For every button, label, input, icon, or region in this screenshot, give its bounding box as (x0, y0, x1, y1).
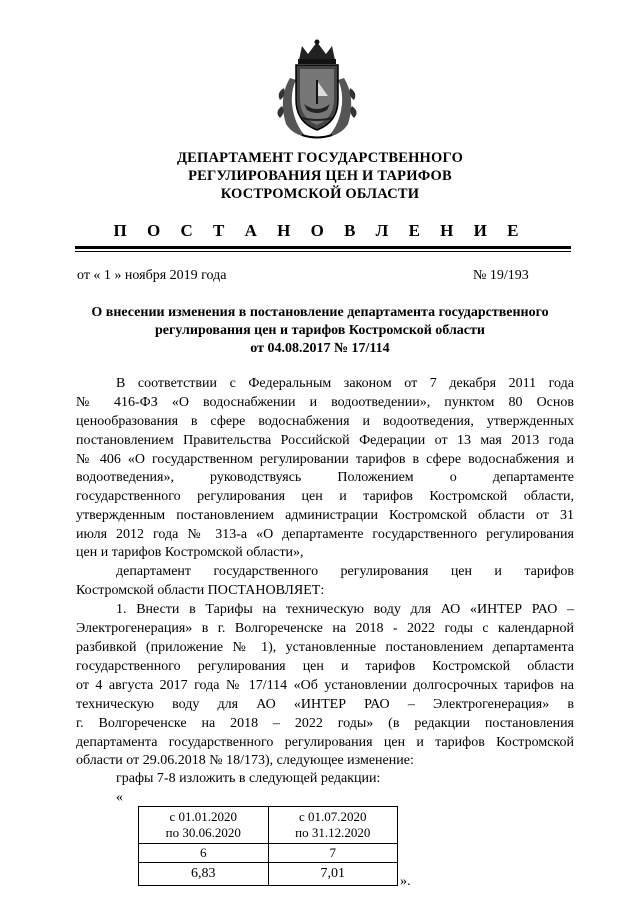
coat-of-arms-icon (272, 38, 362, 140)
period-end: по 31.12.2020 (295, 825, 371, 840)
table-header-row (139, 807, 398, 844)
department-name-line-2: РЕГУЛИРОВАНИЯ ЦЕН И ТАРИФОВ (188, 168, 452, 184)
body-line: В соответствии с Федеральным законом от 7 декабря 2011 года (116, 376, 574, 391)
table-value-row (139, 863, 398, 886)
table-cell: 6 (139, 844, 269, 863)
body-line: цен и тарифов Костромской области», (76, 545, 304, 560)
body-line: от 4 августа 2017 года № 17/114 «Об установлении долгосрочных тарифов на (76, 678, 574, 693)
period-start: с 01.07.2020 (298, 809, 367, 824)
table-close-quote: ». (400, 874, 411, 889)
department-name-line-1: ДЕПАРТАМЕНТ ГОСУДАРСТВЕННОГО (176, 150, 464, 166)
body-line: водоотведения», руководствуясь Положением о департаменте (76, 470, 574, 485)
body-line: Костромской области ПОСТАНОВЛЯЕТ: (76, 583, 325, 598)
body-line: техническую воду для АО «ИНТЕР РАО – Электрогенерация» в (76, 697, 574, 712)
subject-line-2: регулирования цен и тарифов Костромской области (155, 323, 485, 338)
department-name-line-3: КОСТРОМСКОЙ ОБЛАСТИ (220, 186, 420, 202)
body-line: г. Волгореченске на 2018 – 2022 годы» (в редакции постановления (76, 716, 574, 731)
body-line: ценообразования в сфере водоснабжения и водоотведения, утвержденных (76, 414, 574, 429)
table-open-quote: « (116, 790, 123, 805)
table-cell: 7,01 (268, 863, 398, 886)
body-line: утвержденным постановлением администрации Костромской области от 31 (76, 508, 574, 523)
period-end: по 30.06.2020 (165, 825, 241, 840)
table-header-cell (139, 807, 269, 844)
body-line: постановлением Правительства Российской Федерации от 13 мая 2013 года (76, 433, 574, 448)
body-line: графы 7-8 изложить в следующей редакции: (116, 771, 381, 786)
body-line: Электрогенерация» в г. Волгореченске на 2018 - 2022 годы с календарной (76, 621, 574, 636)
body-line: июля 2012 года № 313-а «О департаменте государственного регулирования (76, 527, 574, 542)
body-line: области от 29.06.2018 № 18/173), следующее изменение: (76, 753, 414, 768)
document-number: № 19/193 (473, 268, 529, 283)
body-line: № 406 «О государственном регулировании тарифов в сфере водоснабжения и (76, 452, 574, 467)
body-line: № 416-ФЗ «О водоснабжении и водоотведении», пунктом 80 Основ (76, 395, 574, 410)
body-line: государственного регулирования цен и тарифов Костромской области (76, 659, 574, 674)
table-cell: 7 (268, 844, 398, 863)
document-date: от « 1 » ноября 2019 года (77, 268, 227, 283)
table-cell: 6,83 (139, 863, 269, 886)
body-line: разбивкой (приложение № 1), установленные постановлением департамента (76, 640, 574, 655)
body-line: департамента государственного регулирования цен и тарифов Костромской (76, 735, 574, 750)
header-rule-thin (75, 251, 571, 252)
table-column-number-row (139, 844, 398, 863)
header-rule-thick (75, 246, 571, 249)
document-type-title: П О С Т А Н О В Л Е Н И Е (113, 221, 527, 240)
body-line: государственного регулирования цен и тарифов Костромской области, (76, 489, 574, 504)
body-line: департамент государственного регулирования цен и тарифов (116, 564, 574, 579)
period-start: с 01.01.2020 (169, 809, 238, 824)
body-line: 1. Внести в Тарифы на техническую воду для АО «ИНТЕР РАО – (116, 602, 574, 617)
subject-line-1: О внесении изменения в постановление департамента государственного (91, 305, 549, 320)
table-header-cell (268, 807, 398, 844)
tariff-table (138, 806, 398, 886)
subject-line-3: от 04.08.2017 № 17/114 (250, 341, 390, 356)
